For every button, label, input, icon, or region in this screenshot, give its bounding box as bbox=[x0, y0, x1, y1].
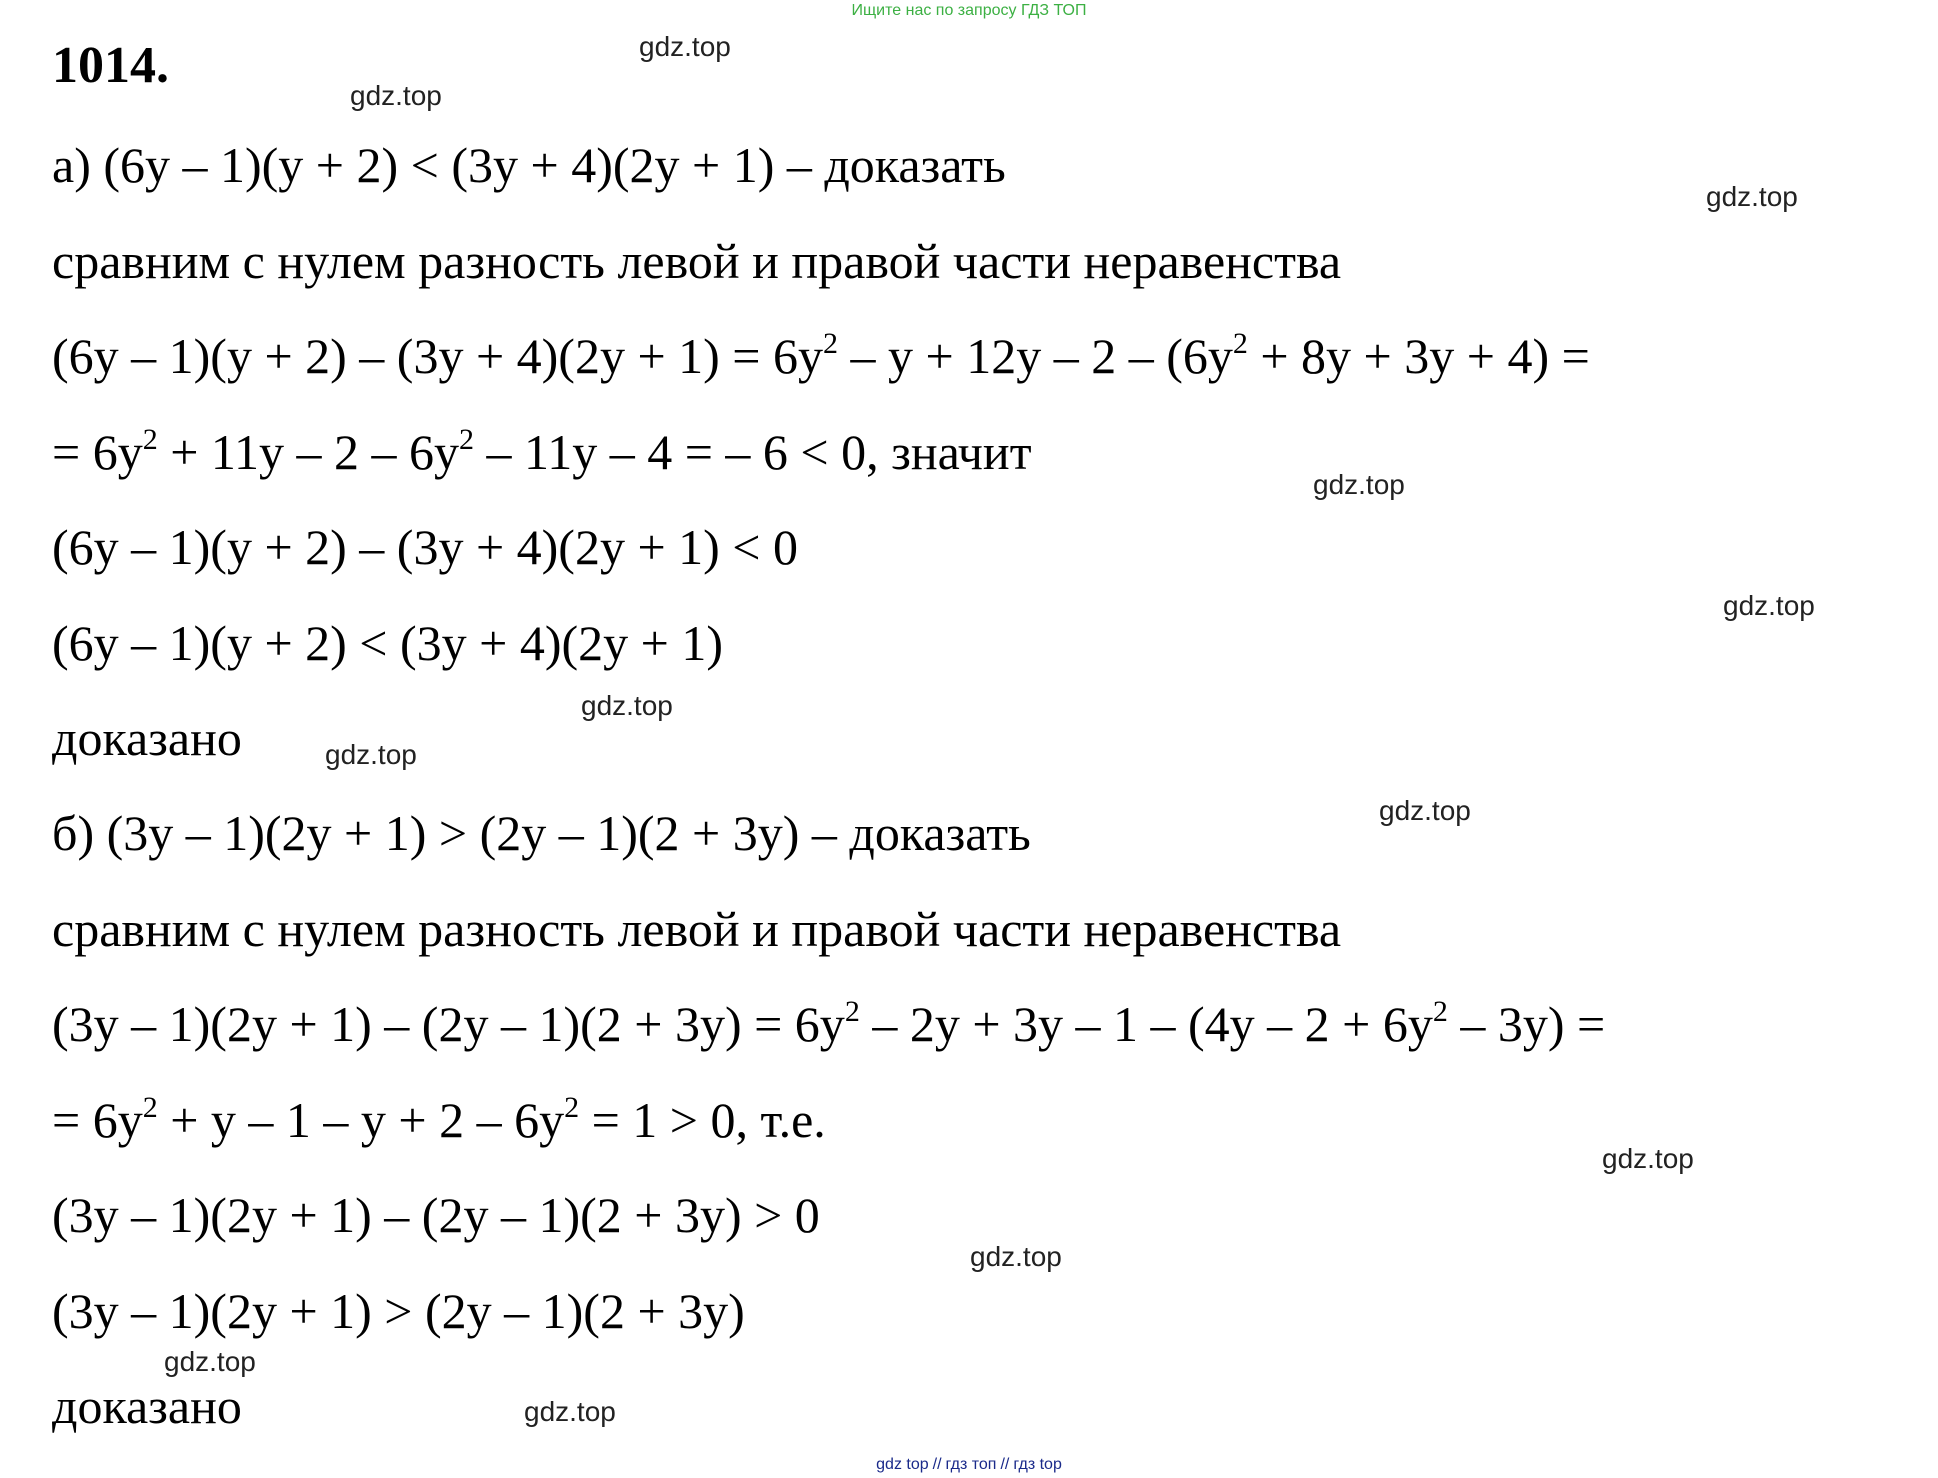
watermark: gdz.top bbox=[581, 690, 673, 721]
footer-link-gdz-top-mixed[interactable]: гдз top bbox=[1013, 1456, 1062, 1473]
part-a-method: сравним с нулем разность левой и правой части неравенства bbox=[52, 233, 1342, 289]
part-b-method: сравним с нулем разность левой и правой части неравенства bbox=[52, 901, 1342, 957]
watermark: gdz.top bbox=[1602, 1143, 1694, 1174]
part-a-simplification: = $6y^2 + 11y - 2 - 6y^2 - 11y - 4$ = – 6 < 0, значит bbox=[52, 423, 1032, 480]
watermark: gdz.top bbox=[524, 1396, 616, 1427]
search-banner[interactable]: Ищите нас по запросу ГДЗ ТОП bbox=[851, 2, 1087, 19]
problem-number: 1014. bbox=[52, 37, 169, 94]
watermark: gdz.top bbox=[1379, 795, 1471, 826]
footer-link-gdz-top[interactable]: gdz top bbox=[876, 1456, 929, 1473]
part-a-proved: доказано bbox=[52, 710, 242, 766]
part-a-conclusion-inequality: (6y – 1)(y + 2) < (3y + 4)(2y + 1) bbox=[52, 615, 723, 671]
part-b-difference-positive: (3y – 1)(2y + 1) – (2y – 1)(2 + 3y) > 0 bbox=[52, 1187, 820, 1243]
watermark: gdz.top bbox=[164, 1346, 256, 1377]
watermark: gdz.top bbox=[1706, 181, 1798, 212]
part-b-expansion: $(3y - 1)(2y + 1) - (2y - 1)(2 + 3y) = 6y^2 - 2y + 3y - 1 - (4y - 2 + 6y^2 - 3y)$ = bbox=[52, 995, 1606, 1052]
part-b-conclusion-inequality: (3y – 1)(2y + 1) > (2y – 1)(2 + 3y) bbox=[52, 1283, 745, 1339]
footer-link-gdz-top-ru[interactable]: гдз топ bbox=[945, 1456, 997, 1473]
part-a-statement: а) (6y – 1)(y + 2) < (3y + 4)(2y + 1) – доказать bbox=[52, 137, 1006, 193]
watermark: gdz.top bbox=[325, 739, 417, 770]
part-b-simplification: = $6y^2 + y - 1 - y + 2 - 6y^2 = 1 > 0$, т.е. bbox=[52, 1091, 826, 1148]
watermark: gdz.top bbox=[970, 1241, 1062, 1272]
part-a-expansion: $(6y - 1)(y + 2) - (3y + 4)(2y + 1) = 6y^2 - y + 12y - 2 - (6y^2 + 8y + 3y + 4)$ = bbox=[52, 327, 1590, 384]
part-b-proved: доказано bbox=[52, 1378, 242, 1434]
part-b-statement: б) (3y – 1)(2y + 1) > (2y – 1)(2 + 3y) – доказать bbox=[52, 805, 1031, 861]
footer-separator: // bbox=[932, 1456, 942, 1473]
footer-links bbox=[0, 1456, 1938, 1474]
part-a-difference-negative: (6y – 1)(y + 2) – (3y + 4)(2y + 1) < 0 bbox=[52, 519, 798, 575]
watermark: gdz.top bbox=[1313, 469, 1405, 500]
footer-separator: // bbox=[1000, 1456, 1010, 1473]
watermark: gdz.top bbox=[1723, 590, 1815, 621]
watermark: gdz.top bbox=[639, 31, 731, 62]
watermark: gdz.top bbox=[350, 80, 442, 111]
